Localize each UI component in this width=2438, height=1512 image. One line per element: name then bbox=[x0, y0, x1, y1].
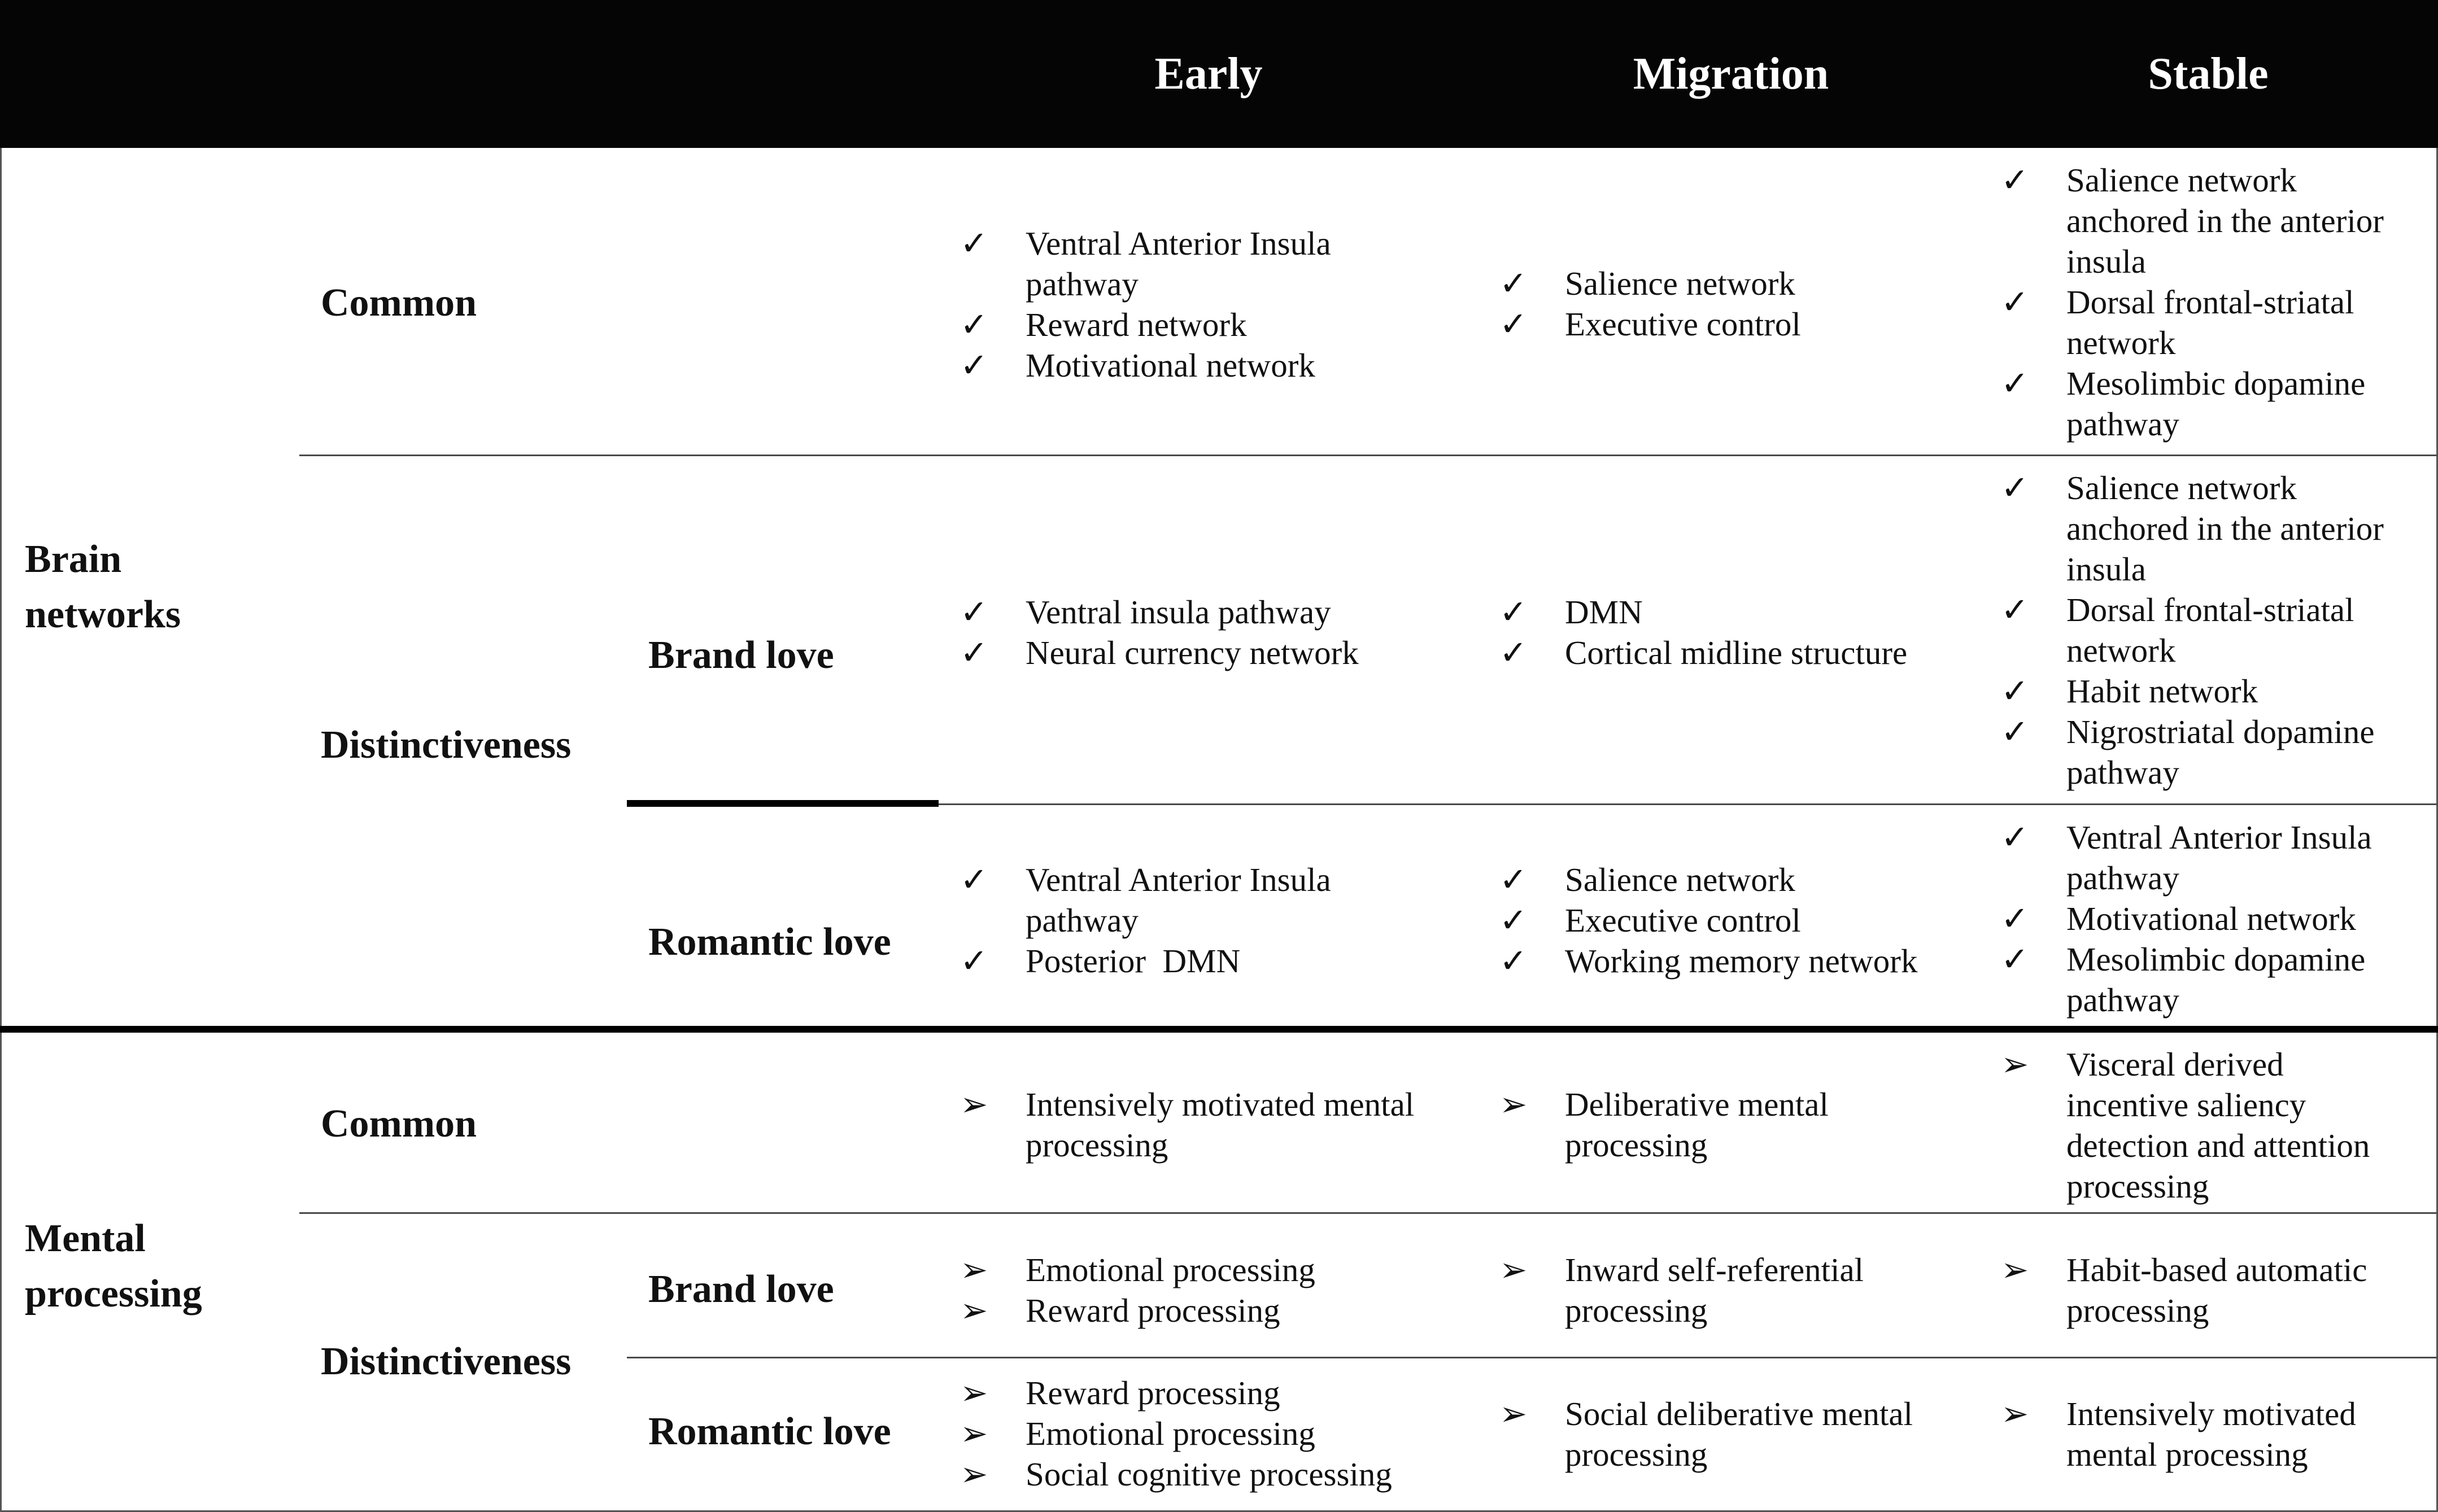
list-item: ✓ Reward network bbox=[960, 304, 1423, 345]
list-item: ➢ Inward self-referential processing bbox=[1499, 1249, 1962, 1331]
rule-brain-common bbox=[299, 455, 2438, 456]
section-divider bbox=[0, 1026, 2438, 1033]
arrow-icon: ➢ bbox=[1499, 1086, 1528, 1123]
list-item: ➢ Social deliberative mental processing bbox=[1499, 1393, 1962, 1475]
list-item: ✓ Ventral insula pathway bbox=[960, 592, 1423, 632]
arrow-icon: ➢ bbox=[1499, 1395, 1528, 1432]
list-item: ✓ Ventral Anterior Insula pathway bbox=[2001, 817, 2396, 898]
check-icon: ✓ bbox=[2001, 819, 2029, 856]
list-item: ✓ Dorsal frontal-striatal network bbox=[2001, 589, 2396, 671]
arrow-icon: ➢ bbox=[960, 1374, 988, 1412]
cell-brain-romantic-stable bbox=[2001, 817, 2396, 1020]
arrow-icon: ➢ bbox=[2001, 1395, 2029, 1432]
rule-brand-romantic bbox=[939, 803, 2438, 805]
list-item: ✓ Executive control bbox=[1499, 304, 1962, 344]
label-brain-brand-love: Brand love bbox=[648, 633, 834, 677]
check-icon: ✓ bbox=[2001, 283, 2029, 321]
cell-brain-brand-early bbox=[960, 592, 1423, 673]
cell-brain-romantic-early bbox=[960, 859, 1423, 981]
check-icon: ✓ bbox=[1499, 861, 1528, 898]
check-icon: ✓ bbox=[960, 347, 988, 384]
arrow-icon: ➢ bbox=[2001, 1046, 2029, 1083]
cell-mental-common-stable bbox=[2001, 1044, 2396, 1207]
list-item: ➢ Social cognitive processing bbox=[960, 1454, 1423, 1494]
label-brain-romantic-love: Romantic love bbox=[648, 920, 891, 964]
list-item: ✓ Dorsal frontal-striatal network bbox=[2001, 282, 2396, 363]
cell-brain-brand-migration bbox=[1499, 592, 1962, 673]
list-item: ✓ Neural currency network bbox=[960, 632, 1423, 673]
list-item: ✓ Working memory network bbox=[1499, 941, 1962, 981]
list-item: ✓ Mesolimbic dopamine pathway bbox=[2001, 939, 2396, 1020]
list-item: ✓ Salience network anchored in the anterior insula bbox=[2001, 467, 2396, 589]
list-item: ➢ Intensively motivated mental processing bbox=[2001, 1393, 2396, 1475]
label-mental-processing: Mental processing bbox=[25, 1217, 202, 1316]
check-icon: ✓ bbox=[2001, 941, 2029, 978]
arrow-icon: ➢ bbox=[2001, 1251, 2029, 1288]
list-item: ➢ Reward processing bbox=[960, 1290, 1423, 1331]
label-brain-distinctiveness: Distinctiveness bbox=[321, 723, 572, 767]
check-icon: ✓ bbox=[2001, 900, 2029, 937]
cell-brain-brand-stable bbox=[2001, 467, 2396, 793]
list-item: ✓ Posterior DMN bbox=[960, 941, 1423, 981]
check-icon: ✓ bbox=[960, 861, 988, 898]
arrow-icon: ➢ bbox=[960, 1086, 988, 1123]
cell-brain-common-stable bbox=[2001, 160, 2396, 444]
check-icon: ✓ bbox=[2001, 713, 2029, 750]
cell-mental-romantic-migration bbox=[1499, 1393, 1962, 1475]
list-item: ✓ Salience network bbox=[1499, 859, 1962, 900]
check-icon: ✓ bbox=[1499, 942, 1528, 980]
cell-mental-brand-stable bbox=[2001, 1249, 2396, 1331]
label-mental-brand-love: Brand love bbox=[648, 1268, 834, 1311]
list-item: ✓ Cortical midline structure bbox=[1499, 632, 1962, 673]
check-icon: ✓ bbox=[2001, 591, 2029, 628]
label-brain-common: Common bbox=[321, 281, 477, 325]
list-item: ➢ Emotional processing bbox=[960, 1413, 1423, 1454]
table-header bbox=[0, 0, 2438, 148]
arrow-icon: ➢ bbox=[960, 1456, 988, 1493]
cell-mental-brand-migration bbox=[1499, 1249, 1962, 1331]
cell-mental-romantic-early bbox=[960, 1373, 1423, 1494]
rule-brand-romantic-thick bbox=[627, 800, 939, 807]
cell-mental-common-early bbox=[960, 1084, 1423, 1165]
list-item: ➢ Reward processing bbox=[960, 1373, 1423, 1413]
list-item: ➢ Emotional processing bbox=[960, 1249, 1423, 1290]
check-icon: ✓ bbox=[2001, 469, 2029, 506]
label-mental-common: Common bbox=[321, 1102, 477, 1146]
list-item: ✓ Executive control bbox=[1499, 900, 1962, 941]
list-item: ✓ Salience network anchored in the anterior insula bbox=[2001, 160, 2396, 282]
arrow-icon: ➢ bbox=[960, 1292, 988, 1329]
cell-brain-common-migration bbox=[1499, 263, 1962, 344]
cell-brain-common-early bbox=[960, 223, 1423, 386]
label-mental-romantic-love: Romantic love bbox=[648, 1410, 891, 1453]
check-icon: ✓ bbox=[2001, 161, 2029, 199]
check-icon: ✓ bbox=[2001, 672, 2029, 710]
cell-mental-brand-early bbox=[960, 1249, 1423, 1331]
rule-mental-brand-romantic bbox=[627, 1357, 2438, 1358]
header-stable: Stable bbox=[2148, 49, 2269, 99]
list-item: ✓ Motivational network bbox=[960, 345, 1423, 386]
list-item: ✓ Nigrostriatal dopamine pathway bbox=[2001, 711, 2396, 793]
list-item: ✓ Motivational network bbox=[2001, 898, 2396, 939]
check-icon: ✓ bbox=[1499, 305, 1528, 343]
list-item: ➢ Habit-based automatic processing bbox=[2001, 1249, 2396, 1331]
header-migration: Migration bbox=[1633, 49, 1829, 99]
check-icon: ✓ bbox=[1499, 265, 1528, 302]
list-item: ✓ Ventral Anterior Insula pathway bbox=[960, 223, 1423, 304]
list-item: ✓ DMN bbox=[1499, 592, 1962, 632]
check-icon: ✓ bbox=[960, 306, 988, 343]
arrow-icon: ➢ bbox=[960, 1415, 988, 1452]
cell-mental-romantic-stable bbox=[2001, 1393, 2396, 1475]
label-brain-networks: Brain networks bbox=[25, 537, 181, 636]
check-icon: ✓ bbox=[1499, 902, 1528, 939]
list-item: ✓ Salience network bbox=[1499, 263, 1962, 304]
check-icon: ✓ bbox=[960, 225, 988, 262]
list-item: ✓ Mesolimbic dopamine pathway bbox=[2001, 363, 2396, 444]
check-icon: ✓ bbox=[2001, 365, 2029, 402]
header-early: Early bbox=[1154, 49, 1263, 99]
list-item: ✓ Habit network bbox=[2001, 671, 2396, 711]
rule-mental-common bbox=[299, 1212, 2438, 1214]
check-icon: ✓ bbox=[960, 634, 988, 671]
arrow-icon: ➢ bbox=[1499, 1251, 1528, 1288]
arrow-icon: ➢ bbox=[960, 1251, 988, 1288]
list-item: ➢ Visceral derived incentive saliency detection and attention processing bbox=[2001, 1044, 2396, 1207]
check-icon: ✓ bbox=[960, 593, 988, 631]
check-icon: ✓ bbox=[1499, 593, 1528, 631]
list-item: ➢ Deliberative mental processing bbox=[1499, 1084, 1962, 1165]
label-mental-distinctiveness: Distinctiveness bbox=[321, 1340, 572, 1383]
check-icon: ✓ bbox=[1499, 634, 1528, 671]
cell-brain-romantic-migration bbox=[1499, 859, 1962, 981]
cell-mental-common-migration bbox=[1499, 1084, 1962, 1165]
list-item: ✓ Ventral Anterior Insula pathway bbox=[960, 859, 1423, 941]
list-item: ➢ Intensively motivated mental processing bbox=[960, 1084, 1423, 1165]
check-icon: ✓ bbox=[960, 942, 988, 980]
